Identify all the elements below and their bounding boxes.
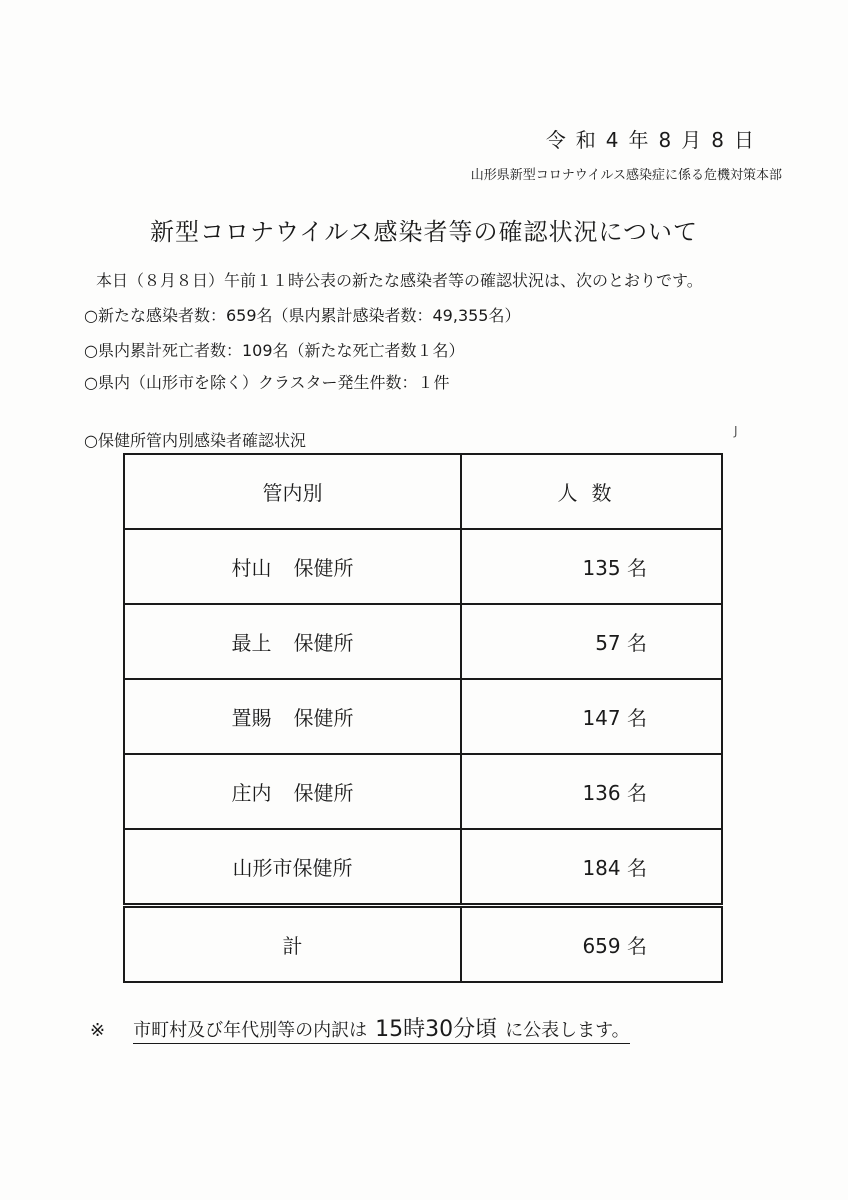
row-unit: 名 (627, 856, 647, 880)
new-cases-line: ○新たな感染者数：659名（県内累計感染者数：49,355名） (84, 306, 521, 325)
table-row (124, 829, 722, 906)
row-count: 57 (595, 631, 621, 655)
document-title: 新型コロナウイルス感染者等の確認状況について (149, 218, 699, 246)
intro-paragraph: 本日（８月８日）午前１１時公表の新たな感染者等の確認状況は、次のとおりです。 (96, 271, 703, 290)
row-unit: 名 (627, 556, 647, 580)
table-caption: ○保健所管内別感染者確認状況 (84, 431, 306, 450)
table-header-row (124, 454, 722, 529)
table-row (124, 529, 722, 604)
row-unit: 名 (627, 631, 647, 655)
reference-mark: ※ (90, 1020, 106, 1041)
row-name-area: 最上 (231, 631, 272, 655)
table-row (124, 604, 722, 679)
table-row (124, 679, 722, 754)
stray-mark: J (734, 424, 738, 438)
total-label: 計 (124, 906, 461, 983)
issuing-organization: 山形県新型コロナウイルス感染症に係る危機対策本部 (470, 168, 782, 183)
health-center-table (123, 453, 723, 983)
row-name-center: 保健所 (293, 706, 354, 730)
clusters-line: ○県内（山形市を除く）クラスター発生件数：１件 (84, 373, 450, 392)
row-count: 184 (582, 856, 621, 880)
document-date: 令和4年8月8日 (545, 128, 764, 152)
deaths-line: ○県内累計死亡者数：109名（新たな死亡者数１名） (84, 341, 465, 360)
row-name-center: 保健所 (293, 556, 354, 580)
row-name-area: 庄内 (231, 781, 272, 805)
header-district: 管内別 (124, 454, 461, 529)
row-name-area: 置賜 (231, 706, 272, 730)
footer-underlined-text (133, 1017, 630, 1044)
row-count: 136 (582, 781, 621, 805)
footer-text-before: 市町村及び年代別等の内訳は (133, 1020, 368, 1041)
row-name-area: 村山 (231, 556, 272, 580)
table-total-row (124, 906, 722, 983)
row-count: 147 (582, 706, 621, 730)
row-name-center: 保健所 (293, 781, 354, 805)
total-unit: 名 (627, 934, 647, 958)
row-name-center: 保健所 (293, 631, 354, 655)
row-unit: 名 (627, 781, 647, 805)
row-unit: 名 (627, 706, 647, 730)
row-count: 135 (582, 556, 621, 580)
footer-text-after: に公表します。 (505, 1020, 630, 1041)
footer-note (90, 1012, 630, 1043)
total-count: 659 (582, 934, 621, 958)
table-row (124, 754, 722, 829)
row-name-area: 山形市保健所 (232, 856, 353, 880)
header-count: 人数 (461, 454, 722, 529)
footer-time: 15時30分頃 (375, 1017, 498, 1042)
